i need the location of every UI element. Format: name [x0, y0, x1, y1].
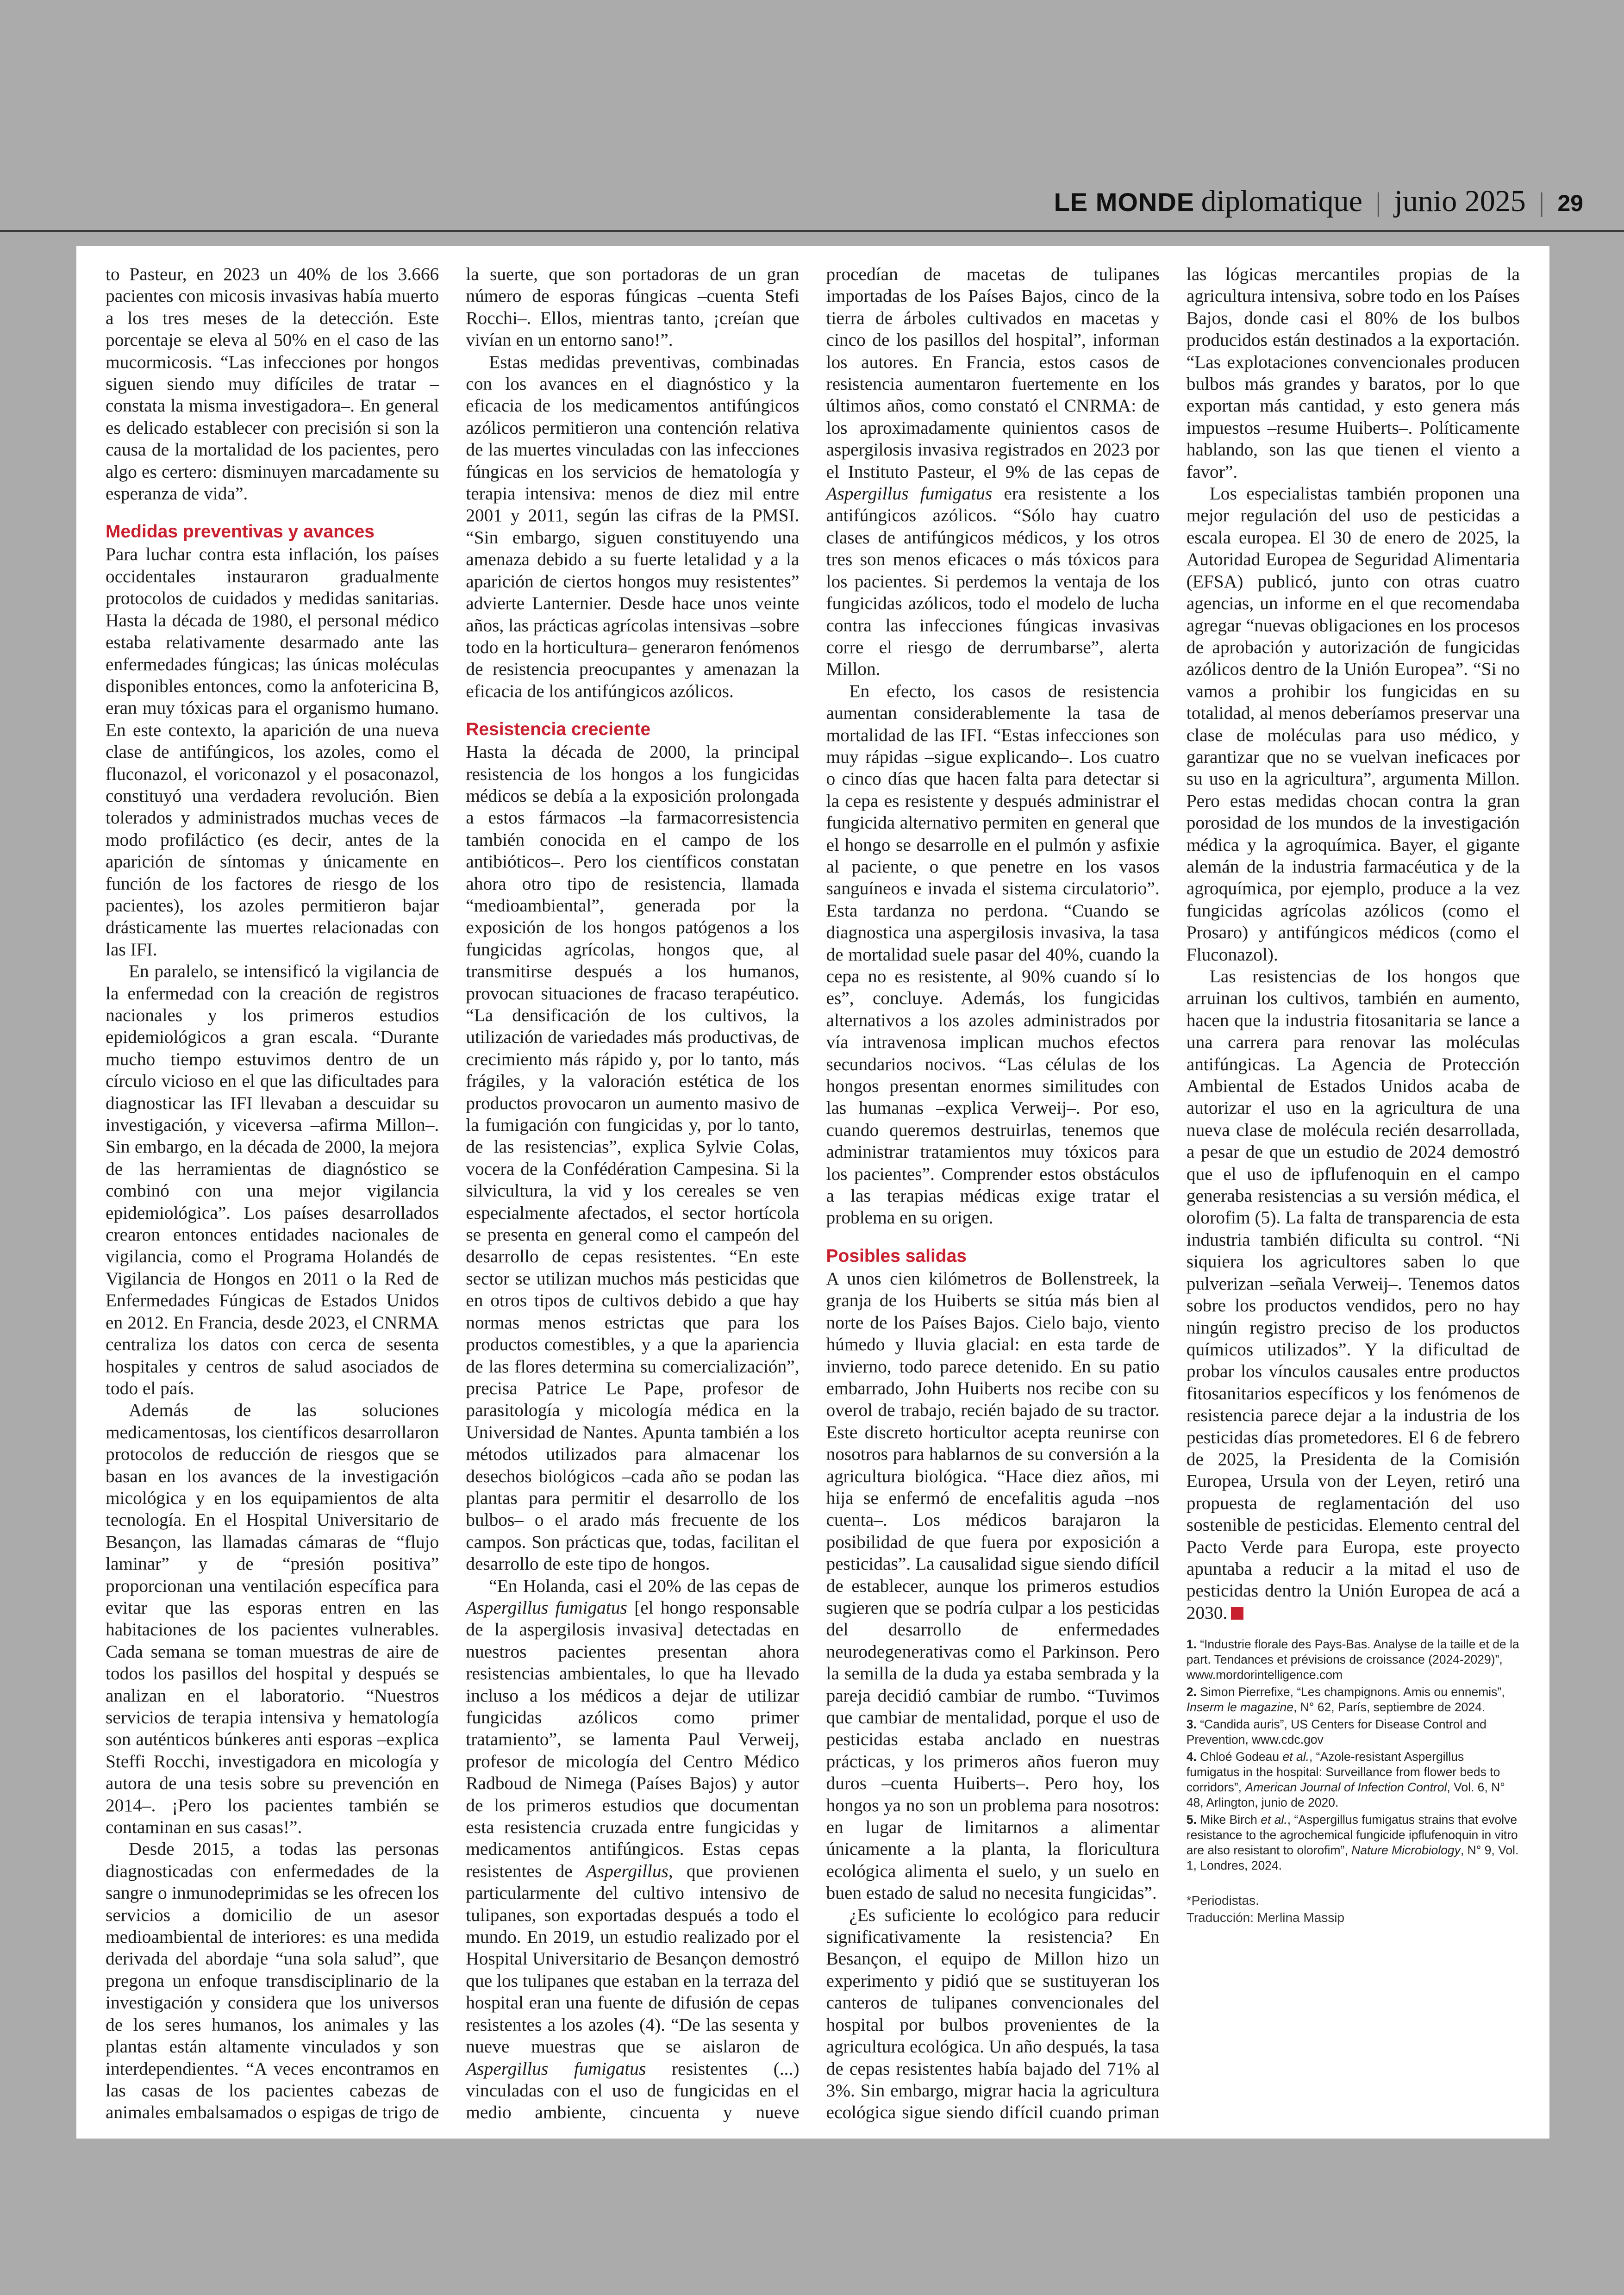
footnote-title: Inserm le magazine: [1186, 1700, 1293, 1715]
text-run: era resistente a los antifúngicos azólicos. “Sólo hay cuatro clases de antifúngicos médicos, y los otros tres son menos eficaces o más tóxicos para los pacientes. Si perdemos la ventaja de los fungicidas azólicos, todo el modelo de lucha contra las infecciones fúngicas invasivas corre el riesgo de derrumbarse”, alerta Millon.: [826, 483, 1160, 680]
paragraph: to Pasteur, en 2023 un 40% de los 3.666 pacientes con micosis invasivas había muerto a los tres meses de la detección. Este porcentaje se eleva al 50% en el caso de las mucormicosis. “Las infecciones por hongos siguen siendo muy difíciles de tratar –constata la misma investigadora–. En general es delicado establecer con precisión si son la causa de la mortalidad de los pacientes, pero algo es certero: disminuyen marcadamente su esperanza de vida”.: [106, 264, 439, 504]
author-note: *Periodistas.: [1186, 1893, 1259, 1908]
text-run: Las resistencias de los hongos que arruinan los cultivos, también en aumento, hacen que la industria fitosanitaria se lance a una carrera para renovar las moléculas antifúngicas. La Agencia de Protección Ambiental de Estados Unidos acaba de autorizar el uso en la agricultura de una nueva clase de molécula recién desarrollada, a pesar de que un estudio de 2024 demostró que el uso de ipflufenoquin en el campo generaba resistencias a su versión médica, el olorofim (5). La falta de transparencia de esta industria también dificulta su control. “Ni siquiera los agricultores saben lo que pulverizan –señala Verweij–. Tenemos datos sobre los productos vendidos, pero no hay ningún registro preciso de los productos químicos utilizados”. Y la dificultad de probar los vínculos causales entre productos fitosanitarios específicos y los fenómenos de resistencia parece dejar a la industria de los pesticidas días prometedores. El 6 de febrero de 2025, la Presidenta de la Comisión Europea, Ursula von der Leyen, retiró una propuesta de reglamentación del uso sostenible de pesticidas. Elemento central del Pacto Verde para Europa, este proyecto apuntaba a reducir a la mitad el uso de pesticidas dentro la Unión Europea de acá a 2030.: [1186, 966, 1520, 1623]
header-separator: |: [1375, 187, 1381, 217]
footnote-text: Simon Pierrefixe, “Les champignons. Amis ou ennemis”,: [1196, 1685, 1505, 1699]
publication-brand-suffix: diplomatique: [1201, 184, 1362, 218]
footnote: [1187, 1812, 1520, 1873]
footnote-text: “Candida auris”, US Centers for Disease Control and Prevention, www.cdc.gov: [1186, 1717, 1487, 1747]
footnote-number: 2.: [1186, 1685, 1197, 1699]
paragraph: Los especialistas también proponen una mejor regulación del uso de pesticidas a escala europea. El 30 de enero de 2025, la Autoridad Europea de Seguridad Alimentaria (EFSA) publicó, junto con otras cuatro agencias, un informe en el que recomendaba agregar “nuevas obligaciones en los procesos de aprobación y autorización de fungicidas azólicos dentro de la Unión Europea”. “Si no vamos a prohibir los fungicidas en su totalidad, al menos deberíamos preservar una clase de moléculas para uso médico, y garantizar que no se vuelvan ineficaces por su uso en la agricultura”, argumenta Millon. Pero estas medidas chocan contra la gran porosidad de los mundos de la investigación médica y la agroquímica. Bayer, el gigante alemán de la industria farmacéutica y de la agroquímica, por ejemplo, produce a la vez fungicidas agrícolas azólicos (como el Prosaro) y antifúngicos médicos (como el Fluconazol).: [1186, 483, 1520, 965]
article-columns: [106, 263, 1520, 2124]
footnote-number: 5.: [1186, 1813, 1197, 1827]
footnotes: [1187, 1637, 1520, 1873]
species-name: Aspergillus fumigatus: [466, 1597, 627, 1618]
header-rule: [0, 230, 1624, 232]
paragraph: Para luchar contra esta inflación, los países occidentales instauraron gradualmente protocolos de cuidados y medidas sanitarias. Hasta la década de 1980, el personal médico estaba relativamente desarmado ante las enfermedades fúngicas; las únicas moléculas disponibles entonces, como la anfotericina B, eran muy tóxicas para el organismo humano. En este contexto, la aparición de una nueva clase de antifúngicos, los azoles, como el fluconazol, el voriconazol y el posaconazol, constituyó una verdadera revolución. Bien tolerados y administrados muchas veces de modo profiláctico (es decir, antes de la aparición de síntomas y únicamente en función de los factores de riesgo de los pacientes), los azoles permitieron bajar drásticamente las muertes relacionadas con las IFI.: [106, 544, 439, 960]
credits: [1187, 1892, 1520, 1926]
footnote-number: 1.: [1186, 1637, 1197, 1652]
paragraph: En paralelo, se intensificó la vigilancia de la enfermedad con la creación de registros nacionales y los primeros estudios epidemiológicos a gran escala. “Durante mucho tiempo estuvimos dentro de un círculo vicioso en el que las dificultades para diagnosticar las IFI llevaban a descuidar su investigación, y viceversa –afirma Millon–. Sin embargo, en la década de 2000, la mejora de las herramientas de diagnóstico se combinó con una mejor vigilancia epidemiológica”. Los países desarrollados crearon entonces entidades nacionales de vigilancia, como el Programa Holandés de Vigilancia de Hongos en 2011 o la Red de Enfermedades Fúngicas de Estados Unidos en 2012. En Francia, desde 2023, el CNRMA centraliza los datos con cerca de sesenta hospitales y centros de salud asociados de todo el país.: [106, 961, 439, 1398]
section-heading: Medidas preventivas y avances: [106, 522, 375, 542]
paragraph: [1187, 966, 1520, 1624]
footnote-journal: Nature Microbiology: [1351, 1843, 1461, 1858]
paragraph: Además de las soluciones medicamentosas, los científicos desarrollaron protocolos de reducción de riesgos que se basan en los avances de la investigación micológica y en los equipamientos de alta tecnología. En el Hospital Universitario de Besançon, las llamadas cámaras de “flujo laminar” y de “presión positiva” proporcionan una ventilación específica para evitar que las esporas entren en las habitaciones de los pacientes vulnerables. Cada semana se toman muestras de aire de todos los pasillos del hospital y después se analizan en el laboratorio. “Nuestros servicios de terapia intensiva y hematología son auténticos búnkeres anti esporas –explica Steffi Rocchi, investigadora en micología y autora de una tesis sobre su prevención en 2014–. ¡Pero los pacientes también se contaminan en sus casas!”.: [106, 1400, 439, 1838]
masthead: [0, 0, 1624, 231]
footnote: [1187, 1717, 1520, 1747]
footnote-text: , N° 62, París, septiembre de 2024.: [1293, 1700, 1486, 1715]
species-name: Aspergillus fumigatus: [466, 2058, 646, 2079]
footnote-text: Chloé Godeau: [1196, 1750, 1283, 1764]
footnote-etal: et al.: [1282, 1750, 1309, 1764]
paragraph: Hasta la década de 2000, la principal resistencia de los hongos a los fungicidas médicos se debía a la exposición prolongada a estos fármacos –la farmacorresistencia también conocida en el campo de los antibióticos–. Pero los científicos constatan ahora otro tipo de resistencia, llamada “medioambiental”, generada por la exposición de los hongos patógenos a los fungicidas agrícolas, hongos que, al transmitirse después a los humanos, provocan situaciones de fracaso terapéutico. “La densificación de los cultivos, la utilización de variedades más productivas, de crecimiento más rápido y, por lo tanto, más frágiles, y la valoración estética de los productos provocaron un aumento masivo de la fumigación con fungicidas y, por lo tanto, de las resistencias”, explica Sylvie Colas, vocera de la Confédération Campesina. Si la silvicultura, la vid y los cereales se ven especialmente afectados, el sector hortícola se presenta en general como el campeón del desarrollo de cepas resistentes. “En este sector se utilizan muchos más pesticidas que en otros tipos de cultivos debido a que hay normas menos estrictas que para los productos comestibles, y a que la apariencia de las flores determina su comercialización”, precisa Patrice Le Pape, profesor de parasitología y micología médica en la Universidad de Nantes. Apunta también a los métodos utilizados para almacenar los desechos biológicos –cada año se podan las plantas para permitir el desarrollo de los bulbos– o el arado más frecuente de los campos. Son prácticas que, todas, facilitan el desarrollo de este tipo de hongos.: [466, 742, 800, 1574]
paragraph: Estas medidas preventivas, combinadas con los avances en el diagnóstico y la eficacia de los medicamentos antifúngicos azólicos permitieron una contención relativa de las muertes vinculadas con las infecciones fúngicas en los servicios de hematología y terapia intensiva: menos de diez mil entre 2001 y 2011, según las cifras de la PMSI. “Sin embargo, siguen constituyendo una amenaza debido a su fuerte letalidad y a la aparición de ciertos hongos muy resistentes” advierte Lanternier. Desde hace unos veinte años, las prácticas agrícolas intensivas –sobre todo en la horticultura– generaron fenómenos de resistencia preocupantes y amenazan la eficacia de los antifúngicos azólicos.: [466, 351, 800, 701]
footnote-number: 4.: [1186, 1750, 1197, 1764]
end-of-article-mark: [1231, 1607, 1243, 1620]
footnote-journal: American Journal of Infection Control: [1245, 1780, 1447, 1795]
footnote-etal: et al.: [1261, 1813, 1287, 1827]
paragraph: ¿Es suficiente lo ecológico para reducir significativamente la resistencia? En Besançon, el equipo de Millon hizo un experimento y pidió que se sustituyeran los canteros de tulipanes convencionales del hospital por bulbos provenientes de la agricultura ecológica. Un año después, la tasa de cepas resistentes había bajado del 71% al 3%. Sin embargo, migrar hacia la agricultura ecológica sigue siendo difícil cuando priman las lógicas mercantiles propias de la agricultura intensiva, sobre todo en los Países Bajos, donde casi el 80% de los bulbos producidos están destinados a la exportación. “Las explotaciones convencionales producen bulbos más grandes y baratos, por lo que exportan más cantidad, y esto genera más impuestos –resume Huiberts–. Políticamente hablando, son las que tienen el viento a favor”.: [826, 264, 1520, 2123]
species-name: Aspergillus: [586, 1860, 668, 1881]
footnote-text: , “Azole-resistant Aspergillus fumigatus in the hospital: Surveillance from flower beds to corridors”,: [1186, 1750, 1500, 1795]
footnote-text: Mike Birch: [1196, 1813, 1261, 1827]
paragraph: Desde 2015, a todas las personas diagnosticadas con enfermedades de la sangre o inmunodeprimidas se les ofrecen los servicios a domicilio de un asesor medioambiental de interiores: es una medida derivada del abordaje “una sola salud”, que pregona un enfoque transdisciplinario de la investigación y considera que los universos de los seres humanos, los animales y las plantas están altamente vinculados y son interdependientes. “A veces encontramos en las casas de los pacientes cabezas de animales embalsamados o espigas de trigo de la suerte, que son portadoras de un gran número de esporas fúngicas –cuenta Stefi Rocchi–. Ellos, mientras tanto, ¡creían que vivían en un entorno sano!”.: [106, 264, 800, 2123]
paragraph: En efecto, los casos de resistencia aumentan considerablemente la tasa de mortalidad de las IFI. “Estas infecciones son muy rápidas –sigue explicando–. Los cuatro o cinco días que hacen falta para detectar si la cepa es resistente y después administrar el fungicida alternativo permiten en general que el hongo se desarrolle en el pulmón y asfixie al paciente, o que penetre en los vasos sanguíneos e invada el sistema circulatorio”. Esta tardanza no perdona. “Cuando se diagnostica una aspergilosis invasiva, la tasa de mortalidad suele pasar del 40%, cuando la cepa no es resistente, al 90% cuando sí lo es”, concluye. Además, los fungicidas alternativos a los azoles administrados por vía intravenosa implican muchos efectos secundarios nocivos. “Las células de los hongos presentan enormes similitudes con las humanas –explica Verweij–. Por eso, cuando queremos destruirlas, tenemos que administrar tratamientos muy tóxicos para los pacientes”. Comprender estos obstáculos a las terapias médicas exige tratar el problema en su origen.: [826, 680, 1160, 1228]
text-run: “En Holanda, casi el 20% de las cepas de: [489, 1575, 800, 1596]
species-name: Aspergillus fumigatus: [826, 483, 993, 504]
publication-brand: LE MONDE: [1054, 187, 1195, 217]
header-separator-2: |: [1539, 187, 1544, 217]
running-header: [1054, 186, 1583, 217]
section-heading: Posibles salidas: [826, 1246, 967, 1266]
footnote-number: 3.: [1186, 1717, 1197, 1732]
translation-credit: Traducción: Merlina Massip: [1186, 1910, 1345, 1925]
section-heading: Resistencia creciente: [466, 719, 651, 740]
footnote: [1187, 1637, 1520, 1683]
text-run: , que provienen particularmente del cultivo intensivo de tulipanes, son exportadas después a todo el mundo. En 2019, un estudio realizado por el Hospital Universitario de Besançon demostró que los tulipanes que estaban en la terraza del hospital eran una fuente de difusión de cepas resistentes a los azoles (4). “De las sesenta y nueve muestras que se aislaron de: [466, 1860, 800, 2057]
issue-date: junio 2025: [1394, 184, 1526, 218]
footnote-text: “Industrie florale des Pays-Bas. Analyse de la taille et de la part. Tendances et prévisions de croissance (2024-2029)”, www.mordorintelligence.com: [1186, 1637, 1519, 1682]
footnote-text: , N° 9, Vol. 1, Londres, 2024.: [1186, 1843, 1519, 1873]
article-page: [76, 246, 1549, 2139]
text-run: resistentes (...) vinculadas con el uso de fungicidas en el medio ambiente, cincuenta y nueve procedían de macetas de tulipanes importadas de los Países Bajos, cinco de la tierra de árboles cultivados en macetas y cinco de los pasillos del hospital”, informan los autores. En Francia, estos casos de resistencia aumentaron fuertemente en los últimos años, como constató el CNRMA: de los aproximadamente quinientos casos de aspergilosis invasiva registrados en 2023 por el Instituto Pasteur, el 9% de las cepas de: [466, 264, 1160, 2123]
footnote-text: , “Aspergillus fumigatus strains that evolve resistance to the agrochemical fungicide ipflufenoquin in vitro are also resistant to olorofim”,: [1186, 1813, 1518, 1858]
text-run: [el hongo responsable de la aspergilosis invasiva] detectadas en nuestros pacientes presentan ahora resistencias ambientales, lo que ha llevado incluso a los médicos a dejar de utilizar fungicidas azólicos como primer tratamiento”, se lamenta Paul Verweij, profesor de micología del Centro Médico Radboud de Nimega (Países Bajos) y autor de los primeros estudios que documentan esta resistencia cruzada entre fungicidas y medicamentos antifúngicos. Estas cepas resistentes de: [466, 1597, 800, 1881]
footnote-text: , Vol. 6, N° 48, Arlington, junio de 2020.: [1186, 1780, 1505, 1810]
page-number: 29: [1557, 190, 1583, 216]
footnote: [1187, 1684, 1520, 1715]
footnote: [1187, 1749, 1520, 1810]
paragraph: A unos cien kilómetros de Bollenstreek, la granja de los Huiberts se sitúa más bien al norte de los Países Bajos. Cielo bajo, viento húmedo y lluvia glacial: en esta tarde de invierno, todo parece detenido. En su patio embarrado, John Huiberts nos recibe con su overol de trabajo, recién bajado de su tractor. Este discreto horticultor acepta reunirse con nosotros para hablarnos de su conversión a la agricultura biológica. “Hace diez años, mi hija se enfermó de encefalitis aguda –nos cuenta–. Los médicos barajaron la posibilidad de que fuera por exposición a pesticidas”. La causalidad sigue siendo difícil de establecer, aunque los primeros estudios sugieren que se podría culpar a los pesticidas del desarrollo de enfermedades neurodegenerativas como el Parkinson. Pero la semilla de la duda ya estaba sembrada y la pareja decidió cambiar de rumbo. “Tuvimos que cambiar de mentalidad, porque el uso de pesticidas estaba anclado en nuestras prácticas, y los primeros años fueron muy duros –cuenta Huiberts–. Pero hoy, los hongos ya no son un problema para nosotros: en lugar de limitarnos a alimentar únicamente a la planta, la floricultura ecológica alimenta el suelo, y un suelo en buen estado de salud no necesita fungicidas”.: [826, 1268, 1160, 1903]
